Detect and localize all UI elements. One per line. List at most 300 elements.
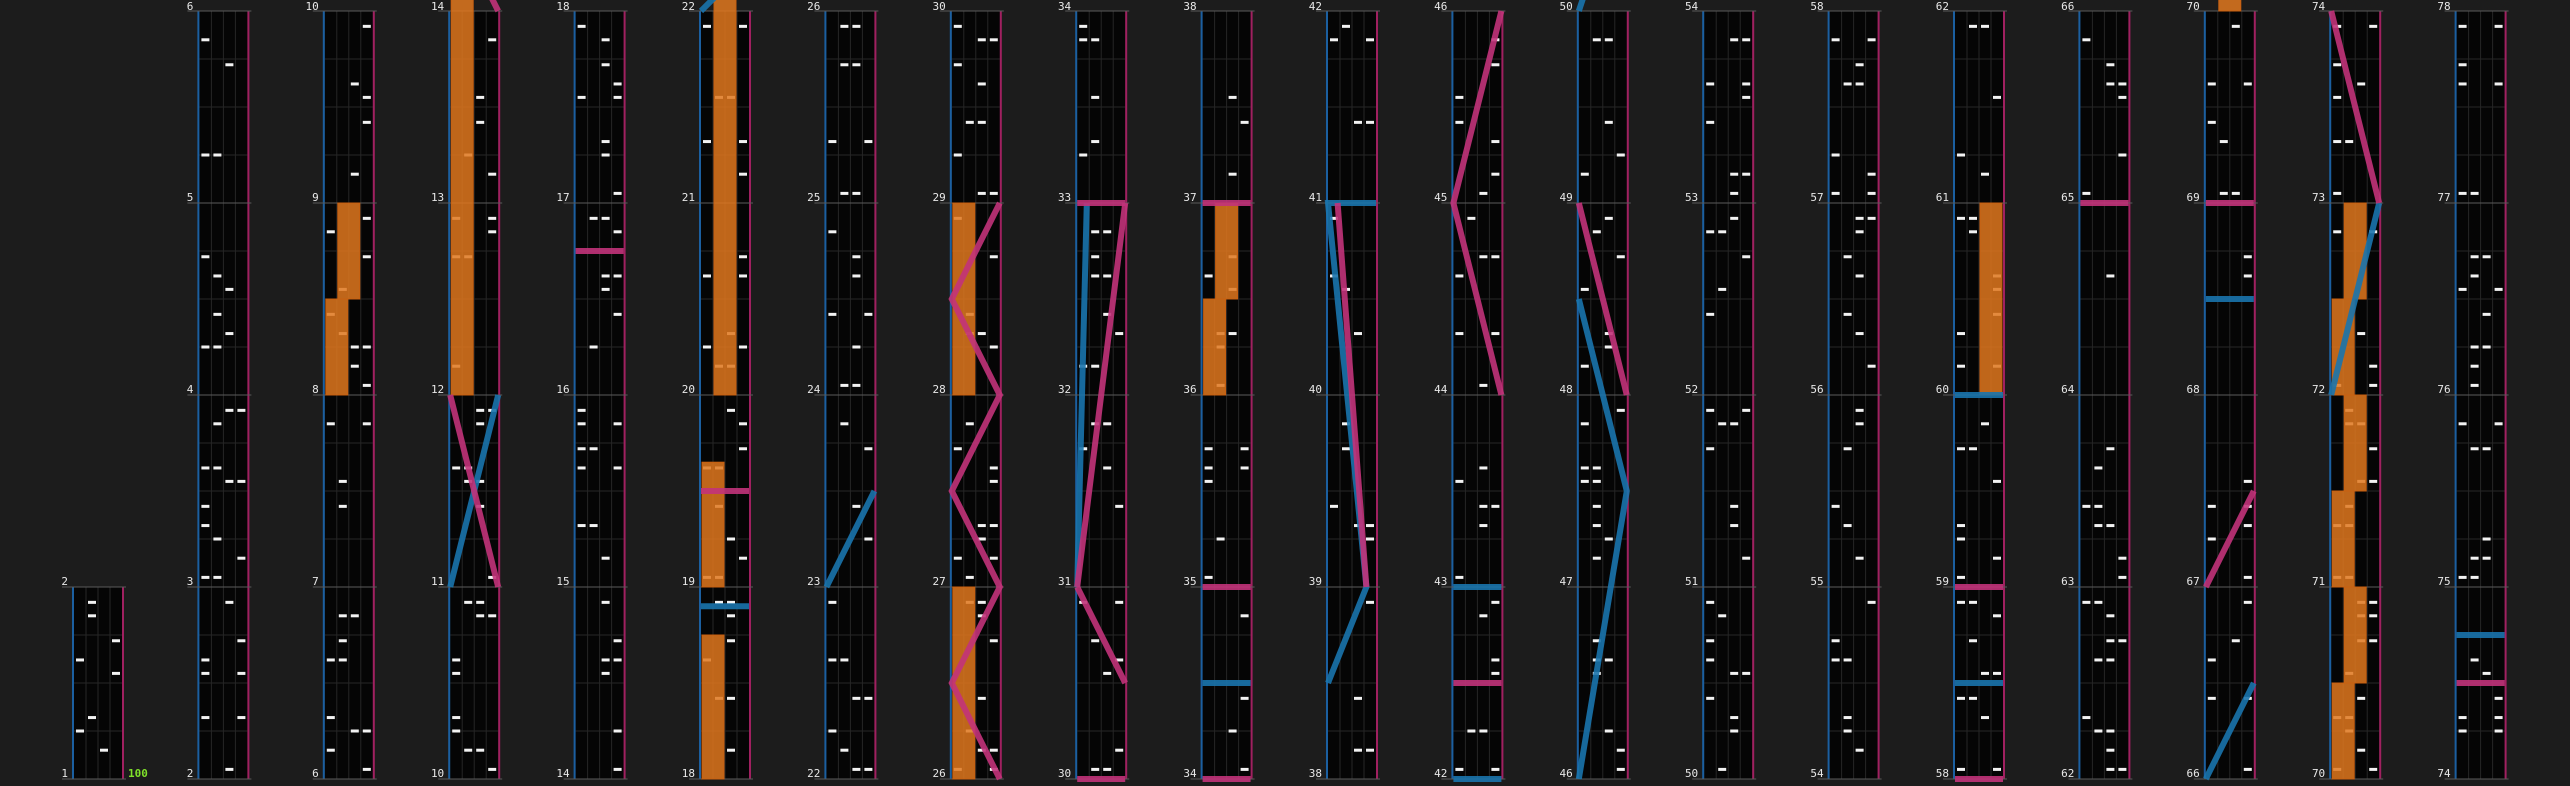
chip-note bbox=[1730, 730, 1738, 733]
chip-note bbox=[1091, 140, 1099, 143]
chip-note bbox=[1479, 384, 1487, 387]
measure-number: 2 bbox=[61, 575, 68, 588]
chip-note bbox=[225, 332, 233, 335]
chip-note bbox=[1115, 601, 1123, 604]
measure-number: 35 bbox=[1183, 575, 1197, 588]
chip-note bbox=[339, 639, 347, 642]
chip-note bbox=[1354, 332, 1362, 335]
chip-note bbox=[2471, 255, 2479, 258]
chip-note bbox=[1103, 422, 1111, 425]
chip-note bbox=[1868, 173, 1876, 176]
chip-note bbox=[1581, 173, 1589, 176]
chip-note bbox=[2459, 576, 2467, 579]
chip-note bbox=[1981, 422, 1989, 425]
chip-note bbox=[614, 82, 622, 85]
chip-note bbox=[703, 25, 711, 28]
chip-note bbox=[1091, 768, 1099, 771]
chip-note bbox=[1366, 749, 1374, 752]
chip-note bbox=[1856, 749, 1864, 752]
chip-note bbox=[1091, 365, 1099, 368]
chip-note bbox=[840, 749, 848, 752]
chip-note bbox=[351, 346, 359, 349]
chip-note bbox=[1091, 274, 1099, 277]
chip-note bbox=[452, 672, 460, 675]
chip-note bbox=[2471, 346, 2479, 349]
measure-number: 77 bbox=[2437, 191, 2451, 204]
measure-number: 60 bbox=[1935, 383, 1949, 396]
chip-note bbox=[488, 38, 496, 41]
chip-note bbox=[578, 447, 586, 450]
chip-note bbox=[1581, 422, 1589, 425]
measure-number: 66 bbox=[2186, 767, 2200, 780]
hold-note bbox=[326, 299, 348, 395]
chip-note bbox=[614, 658, 622, 661]
chip-note bbox=[1593, 466, 1601, 469]
chip-note bbox=[727, 538, 735, 541]
chip-note bbox=[351, 365, 359, 368]
measure-number: 34 bbox=[1183, 767, 1197, 780]
measure-number: 12 bbox=[430, 383, 445, 396]
chip-note bbox=[2459, 288, 2467, 291]
chip-note bbox=[2094, 466, 2102, 469]
chip-note bbox=[327, 658, 335, 661]
chip-note bbox=[1730, 672, 1738, 675]
chip-note bbox=[363, 255, 371, 258]
chip-note bbox=[703, 346, 711, 349]
chip-note bbox=[1479, 730, 1487, 733]
chip-note bbox=[351, 730, 359, 733]
measure-number: 74 bbox=[2437, 767, 2451, 780]
measure-number: 45 bbox=[1434, 191, 1448, 204]
chip-note bbox=[1479, 466, 1487, 469]
hold-note bbox=[1980, 203, 2002, 395]
measure-number: 62 bbox=[2061, 767, 2075, 780]
chip-note bbox=[590, 217, 598, 220]
measure-number: 26 bbox=[932, 767, 946, 780]
chip-note bbox=[852, 384, 860, 387]
measure-column bbox=[1685, 0, 1756, 780]
chip-note bbox=[1969, 25, 1977, 28]
measure-number: 25 bbox=[807, 191, 821, 204]
chip-note bbox=[978, 192, 986, 195]
chip-note bbox=[2471, 365, 2479, 368]
hold-note bbox=[953, 203, 975, 395]
chip-note bbox=[990, 466, 998, 469]
chip-note bbox=[2106, 63, 2114, 66]
chip-note bbox=[488, 173, 496, 176]
chip-note bbox=[2106, 749, 2114, 752]
chip-note bbox=[1205, 576, 1213, 579]
measure-number: 28 bbox=[932, 383, 946, 396]
chip-note bbox=[954, 447, 962, 450]
chip-note bbox=[1706, 658, 1714, 661]
chip-note bbox=[1844, 82, 1852, 85]
chip-note bbox=[1605, 658, 1613, 661]
chip-note bbox=[1957, 576, 1965, 579]
chip-note bbox=[1491, 658, 1499, 661]
chip-note bbox=[1969, 639, 1977, 642]
chip-note bbox=[1706, 409, 1714, 412]
chip-note bbox=[1993, 768, 2001, 771]
hold-note bbox=[1204, 299, 1226, 395]
measure-number: 49 bbox=[1559, 191, 1573, 204]
chip-note bbox=[1957, 601, 1965, 604]
chip-note bbox=[614, 274, 622, 277]
chip-note bbox=[1605, 538, 1613, 541]
measure-number: 18 bbox=[681, 767, 695, 780]
chip-note bbox=[2345, 140, 2353, 143]
chip-note bbox=[2082, 505, 2090, 508]
chip-note bbox=[1491, 255, 1499, 258]
chip-note bbox=[739, 422, 747, 425]
chip-note bbox=[966, 422, 974, 425]
chip-note bbox=[363, 25, 371, 28]
chip-note bbox=[1868, 365, 1876, 368]
chip-note bbox=[2369, 447, 2377, 450]
chip-note bbox=[1742, 82, 1750, 85]
chip-note bbox=[1455, 274, 1463, 277]
chip-note bbox=[739, 25, 747, 28]
chip-note bbox=[2244, 601, 2252, 604]
chip-note bbox=[1467, 217, 1475, 220]
chip-note bbox=[2106, 730, 2114, 733]
chip-note bbox=[1593, 505, 1601, 508]
chip-note bbox=[2244, 480, 2252, 483]
chip-note bbox=[1730, 173, 1738, 176]
measure-number: 23 bbox=[807, 575, 821, 588]
chip-note bbox=[351, 173, 359, 176]
measure-number: 34 bbox=[1057, 0, 1072, 13]
chip-note bbox=[1981, 25, 1989, 28]
measure-number: 75 bbox=[2437, 575, 2451, 588]
chip-note bbox=[978, 332, 986, 335]
chip-note bbox=[452, 730, 460, 733]
chip-note bbox=[452, 716, 460, 719]
chip-note bbox=[2244, 274, 2252, 277]
chip-note bbox=[1706, 639, 1714, 642]
chip-note bbox=[1593, 557, 1601, 560]
chip-note bbox=[602, 274, 610, 277]
hold-note bbox=[2219, 0, 2241, 11]
chip-note bbox=[1957, 217, 1965, 220]
chip-note bbox=[201, 524, 209, 527]
chip-note bbox=[739, 173, 747, 176]
chip-note bbox=[1617, 409, 1625, 412]
chip-note bbox=[1844, 313, 1852, 316]
chip-note bbox=[1115, 749, 1123, 752]
chip-note bbox=[2459, 730, 2467, 733]
chip-note bbox=[76, 658, 84, 661]
chip-note bbox=[201, 672, 209, 675]
hold-note bbox=[702, 635, 724, 779]
chip-note bbox=[1718, 768, 1726, 771]
chip-note bbox=[237, 480, 245, 483]
measure-number: 11 bbox=[430, 575, 445, 588]
measure-number: 76 bbox=[2437, 383, 2451, 396]
measure-number: 51 bbox=[1684, 575, 1699, 588]
chip-note bbox=[614, 768, 622, 771]
chip-note bbox=[2333, 192, 2341, 195]
chip-note bbox=[363, 96, 371, 99]
chip-note bbox=[2483, 672, 2491, 675]
chip-note bbox=[1718, 230, 1726, 233]
measure-number: 42 bbox=[1308, 0, 1322, 13]
chip-note bbox=[2118, 639, 2126, 642]
chip-note bbox=[339, 505, 347, 508]
chip-note bbox=[739, 447, 747, 450]
chip-note bbox=[476, 96, 484, 99]
chip-note bbox=[225, 63, 233, 66]
chip-note bbox=[1593, 230, 1601, 233]
chip-note bbox=[1491, 672, 1499, 675]
measure-number: 6 bbox=[312, 767, 319, 780]
hold-note bbox=[702, 462, 724, 587]
chip-note bbox=[1330, 505, 1338, 508]
chip-note bbox=[2333, 96, 2341, 99]
chip-note bbox=[2369, 768, 2377, 771]
chip-note bbox=[852, 25, 860, 28]
chip-note bbox=[1455, 576, 1463, 579]
measure-number: 43 bbox=[1434, 575, 1448, 588]
measure-number: 78 bbox=[2437, 0, 2451, 13]
chip-note bbox=[864, 447, 872, 450]
chip-note bbox=[1455, 96, 1463, 99]
chip-note bbox=[1581, 288, 1589, 291]
chip-note bbox=[1366, 38, 1374, 41]
chip-note bbox=[602, 63, 610, 66]
chip-note bbox=[1455, 768, 1463, 771]
chip-note bbox=[1993, 614, 2001, 617]
chip-note bbox=[990, 480, 998, 483]
chip-note bbox=[1730, 38, 1738, 41]
chip-note bbox=[727, 749, 735, 752]
chip-note bbox=[213, 576, 221, 579]
chip-note bbox=[1091, 255, 1099, 258]
chip-note bbox=[1091, 230, 1099, 233]
chip-note bbox=[2495, 697, 2503, 700]
chip-note bbox=[578, 25, 586, 28]
chip-note bbox=[1718, 288, 1726, 291]
chip-note bbox=[840, 658, 848, 661]
chip-note bbox=[2483, 346, 2491, 349]
chip-note bbox=[201, 154, 209, 157]
chip-note bbox=[237, 639, 245, 642]
measure-number: 19 bbox=[681, 575, 695, 588]
chip-note bbox=[201, 716, 209, 719]
chip-note bbox=[1491, 63, 1499, 66]
chip-note bbox=[1217, 538, 1225, 541]
chip-note bbox=[1581, 466, 1589, 469]
chip-note bbox=[1455, 332, 1463, 335]
chip-note bbox=[88, 614, 96, 617]
chip-note bbox=[201, 505, 209, 508]
chip-note bbox=[1969, 230, 1977, 233]
chip-note bbox=[1856, 557, 1864, 560]
chip-note bbox=[1844, 255, 1852, 258]
measure-number: 29 bbox=[932, 191, 946, 204]
chip-note bbox=[2082, 601, 2090, 604]
chip-note bbox=[1856, 422, 1864, 425]
measure-number: 5 bbox=[186, 191, 194, 204]
measure-number: 74 bbox=[2311, 0, 2326, 13]
chip-note bbox=[327, 230, 335, 233]
chip-note bbox=[2369, 639, 2377, 642]
chip-note bbox=[2208, 505, 2216, 508]
chip-note bbox=[602, 672, 610, 675]
chip-note bbox=[225, 768, 233, 771]
chip-note bbox=[339, 658, 347, 661]
chip-note bbox=[1832, 192, 1840, 195]
chip-note bbox=[1241, 121, 1249, 124]
measure-number: 4 bbox=[186, 383, 194, 396]
chip-note bbox=[954, 154, 962, 157]
chip-note bbox=[2106, 614, 2114, 617]
chip-note bbox=[213, 466, 221, 469]
chip-note bbox=[1730, 524, 1738, 527]
measure-number: 47 bbox=[1559, 575, 1573, 588]
chip-note bbox=[327, 422, 335, 425]
hold-note bbox=[2332, 491, 2354, 587]
chip-note bbox=[614, 639, 622, 642]
chip-note bbox=[1366, 121, 1374, 124]
chip-note bbox=[2495, 25, 2503, 28]
chip-note bbox=[1091, 639, 1099, 642]
chip-note bbox=[703, 140, 711, 143]
hold-note bbox=[2332, 683, 2354, 779]
chip-note bbox=[1455, 480, 1463, 483]
chip-note bbox=[602, 658, 610, 661]
measure-number: 48 bbox=[1559, 383, 1573, 396]
measure-number: 3 bbox=[186, 575, 194, 588]
chip-note bbox=[578, 409, 586, 412]
chip-note bbox=[1957, 365, 1965, 368]
chip-note bbox=[602, 557, 610, 560]
chip-note bbox=[2118, 576, 2126, 579]
chip-note bbox=[1593, 38, 1601, 41]
chip-note bbox=[2357, 697, 2365, 700]
chip-note bbox=[602, 154, 610, 157]
chip-note bbox=[2106, 768, 2114, 771]
chip-note bbox=[1957, 524, 1965, 527]
chip-note bbox=[2208, 121, 2216, 124]
chip-note bbox=[452, 658, 460, 661]
chip-note bbox=[2483, 447, 2491, 450]
left-laser bbox=[1579, 0, 1627, 11]
measure-number: 40 bbox=[1308, 383, 1322, 396]
chip-note bbox=[990, 524, 998, 527]
measure-number: 38 bbox=[1183, 0, 1197, 13]
chip-note bbox=[1241, 466, 1249, 469]
chip-note bbox=[201, 576, 209, 579]
measure-column bbox=[2061, 0, 2132, 780]
chip-note bbox=[1981, 173, 1989, 176]
chip-note bbox=[2357, 749, 2365, 752]
measure-number: 41 bbox=[1308, 191, 1322, 204]
chip-note bbox=[727, 639, 735, 642]
measure-number: 24 bbox=[807, 383, 821, 396]
measure-number: 42 bbox=[1434, 767, 1448, 780]
chip-note bbox=[602, 601, 610, 604]
chip-note bbox=[351, 614, 359, 617]
chip-note bbox=[1957, 768, 1965, 771]
measure-number: 36 bbox=[1183, 383, 1197, 396]
chip-note bbox=[1354, 121, 1362, 124]
chip-note bbox=[1491, 140, 1499, 143]
measure-column bbox=[2187, 0, 2258, 780]
chip-note bbox=[1730, 192, 1738, 195]
chip-note bbox=[1593, 480, 1601, 483]
chip-note bbox=[852, 505, 860, 508]
chip-note bbox=[1605, 730, 1613, 733]
chip-note bbox=[213, 422, 221, 425]
chip-note bbox=[1844, 447, 1852, 450]
chip-note bbox=[464, 601, 472, 604]
chip-note bbox=[2459, 63, 2467, 66]
chip-note bbox=[852, 192, 860, 195]
measure-number: 26 bbox=[807, 0, 821, 13]
chip-note bbox=[1479, 255, 1487, 258]
chip-note bbox=[88, 716, 96, 719]
chip-note bbox=[1844, 716, 1852, 719]
chip-note bbox=[1706, 601, 1714, 604]
measure-number: 46 bbox=[1559, 767, 1573, 780]
chip-note bbox=[1706, 447, 1714, 450]
measure-number: 70 bbox=[2186, 0, 2200, 13]
chip-note bbox=[1479, 524, 1487, 527]
chip-note bbox=[76, 730, 84, 733]
chip-note bbox=[2369, 480, 2377, 483]
chip-note bbox=[990, 557, 998, 560]
chip-note bbox=[2357, 82, 2365, 85]
measure-number: 44 bbox=[1434, 383, 1448, 396]
chip-note bbox=[351, 82, 359, 85]
chip-note bbox=[1079, 25, 1087, 28]
chip-note bbox=[2118, 96, 2126, 99]
chip-note bbox=[1957, 154, 1965, 157]
chip-note bbox=[1354, 749, 1362, 752]
chip-note bbox=[828, 658, 836, 661]
chip-note bbox=[2369, 601, 2377, 604]
chip-note bbox=[1957, 332, 1965, 335]
chip-note bbox=[1742, 409, 1750, 412]
chip-note bbox=[864, 313, 872, 316]
chip-note bbox=[213, 313, 221, 316]
chip-note bbox=[1366, 601, 1374, 604]
chip-note bbox=[2106, 658, 2114, 661]
chip-note bbox=[2495, 288, 2503, 291]
measure-number: 71 bbox=[2311, 575, 2326, 588]
chip-note bbox=[2082, 38, 2090, 41]
chip-note bbox=[2495, 730, 2503, 733]
chip-note bbox=[602, 38, 610, 41]
chip-note bbox=[840, 192, 848, 195]
chip-note bbox=[1832, 505, 1840, 508]
chip-note bbox=[2369, 25, 2377, 28]
chip-note bbox=[852, 274, 860, 277]
chip-note bbox=[1718, 422, 1726, 425]
chip-note bbox=[990, 255, 998, 258]
chip-note bbox=[990, 749, 998, 752]
chip-note bbox=[852, 768, 860, 771]
chip-note bbox=[1844, 730, 1852, 733]
measure-number: 30 bbox=[1057, 767, 1072, 780]
measure-number: 68 bbox=[2186, 383, 2200, 396]
chip-note bbox=[978, 121, 986, 124]
chip-note bbox=[1479, 614, 1487, 617]
measure-number: 17 bbox=[556, 191, 570, 204]
chip-note bbox=[1229, 332, 1237, 335]
chip-note bbox=[237, 672, 245, 675]
